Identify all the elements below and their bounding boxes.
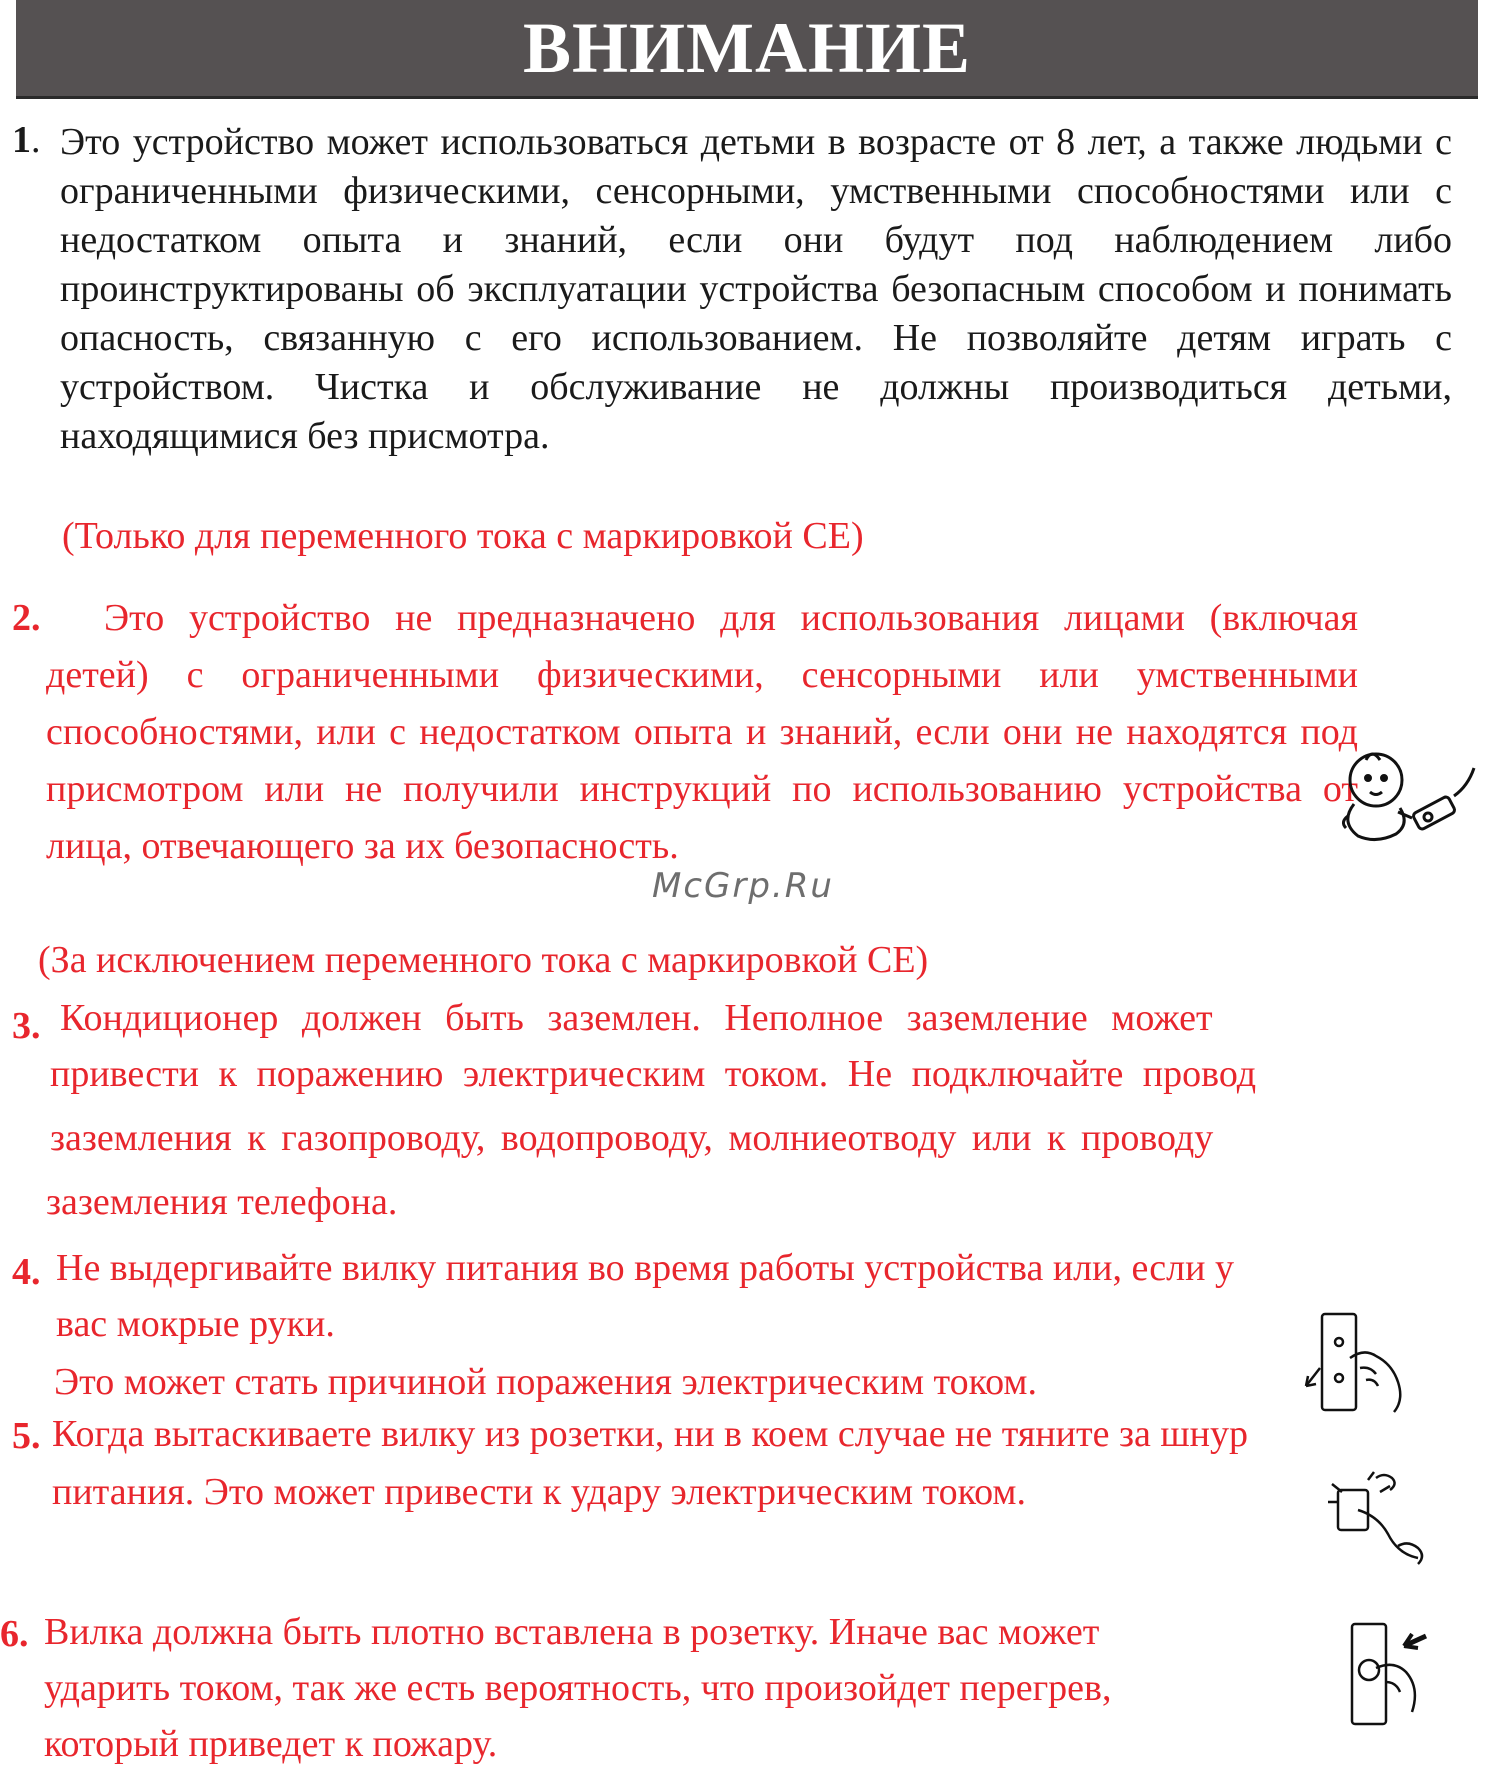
item-6-number: 6. <box>0 1613 29 1655</box>
item-3-line-3: заземления к газопроводу, водопроводу, молниеотводу или к проводу <box>50 1117 1214 1159</box>
item-1-note: (Только для переменного тока с маркировкой CE) <box>62 515 864 557</box>
item-4-number: 4. <box>12 1251 41 1293</box>
header-title: ВНИМАНИЕ <box>522 8 971 88</box>
item-2-number: 2. <box>12 597 41 639</box>
item-1-text: Это устройство может использоваться детьми в возрасте от 8 лет, а также людьми с ограниченными физическими, сенсорными, умственными способностями или с недостатком опыта и знаний, если они будут под наблюдением либо проинструктированы об эксплуатации устройства безопасным способом и понимать опасность, связанную с его использованием. Не позволяйте детям играть с устройством. Чистка и обслуживание не должны производиться детьми, находящимися без присмотра. <box>60 121 1452 457</box>
item-6-line-1: Вилка должна быть плотно вставлена в розетку. Иначе вас может <box>44 1611 1100 1653</box>
watermark: McGrp.Ru <box>652 866 834 906</box>
item-2-note: (За исключением переменного тока с маркировкой CE) <box>38 939 929 981</box>
item-3-line-4: заземления телефона. <box>46 1181 398 1223</box>
item-3-number: 3. <box>12 1005 41 1047</box>
item-5-line-2: питания. Это может привести к удару электрическим током. <box>52 1471 1026 1513</box>
item-2-text: Это устройство не предназначено для использования лицами (включая детей) с ограниченными физическими, сенсорными или умственными способностями, или с недостатком опыта и знаний, если они не находятся под присмотром или не получили инструкций по использованию устройства от лица, отвечающего за их безопасность. <box>46 597 1358 867</box>
item-5-line-1: Когда вытаскиваете вилку из розетки, ни в коем случае не тяните за шнур <box>52 1413 1248 1455</box>
item-1-digit: 1 <box>12 119 31 161</box>
warning-header <box>16 0 1478 99</box>
item-4-line-1: Не выдергивайте вилку питания во время работы устройства или, если у <box>56 1247 1234 1289</box>
item-5-number: 5. <box>12 1415 41 1457</box>
item-6-line-2: ударить током, так же есть вероятность, что произойдет перегрев, <box>44 1667 1112 1709</box>
item-3-line-2: привести к поражению электрическим током. Не подключайте провод <box>50 1053 1257 1095</box>
cord-pull-warning-icon <box>1318 1470 1438 1570</box>
hand-unplugging-icon <box>1300 1308 1430 1418</box>
item-4-line-2: вас мокрые руки. <box>56 1303 335 1345</box>
plug-insert-icon <box>1346 1620 1446 1730</box>
item-3-line-1: Кондиционер должен быть заземлен. Неполное заземление может <box>60 997 1213 1039</box>
item-1-number <box>12 118 41 162</box>
item-6-line-3: который приведет к пожару. <box>44 1723 498 1765</box>
item-4-line-3: Это может стать причиной поражения электрическим током. <box>54 1361 1037 1403</box>
baby-with-plug-icon <box>1336 742 1486 852</box>
item-1-dot: . <box>31 119 41 161</box>
